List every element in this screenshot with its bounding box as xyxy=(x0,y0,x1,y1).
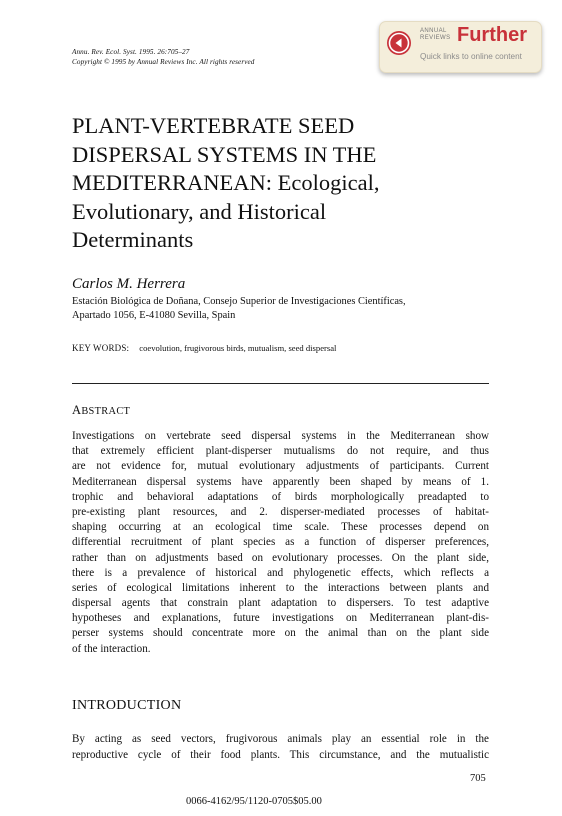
badge-brand-line2: REVIEWS xyxy=(420,34,451,41)
abstract-line: pre-existing plant resources, and 2. disperser-mediated processes of habitat- xyxy=(72,505,489,518)
abstract-line: Investigations on vertebrate seed dispersal systems in the Mediterranean show xyxy=(72,430,489,442)
title-line: Determinants xyxy=(72,227,194,252)
abstract-line: are not evidence for, mutual evolutionary adjustments of participants. Current xyxy=(72,460,489,473)
affiliation-line: Apartado 1056, E-41080 Sevilla, Spain xyxy=(72,310,236,321)
title-line: PLANT-VERTEBRATE SEED xyxy=(72,113,355,138)
author-affiliation xyxy=(72,295,406,323)
introduction-line: reproductive cycle of their food plants. This circumstance, and the mutualistic xyxy=(72,749,489,761)
introduction-heading: INTRODUCTION xyxy=(72,698,182,713)
keywords-label: KEY WORDS: xyxy=(72,343,130,353)
abstract-heading xyxy=(72,403,130,418)
copyright-line: Copyright © 1995 by Annual Reviews Inc. All rights reserved xyxy=(72,58,255,66)
journal-citation xyxy=(72,47,255,67)
affiliation-line: Estación Biológica de Doñana, Consejo Superior de Investigaciones Científicas, xyxy=(72,296,406,307)
keywords-values: coevolution, frugivorous birds, mutualism, seed dispersal xyxy=(139,343,337,353)
badge-brand-line1: ANNUAL xyxy=(420,28,447,34)
badge-subtitle: Quick links to online content xyxy=(420,52,522,61)
abstract-line: Mediterranean dispersal systems have apparently been shaped by means of 1. xyxy=(72,475,489,488)
title-line: DISPERSAL SYSTEMS IN THE xyxy=(72,141,377,167)
abstract-body xyxy=(72,429,489,657)
abstract-heading-rest: BSTRACT xyxy=(81,406,131,417)
abstract-line: differential recruitment of plant species as a function of disperser preferences, xyxy=(72,536,489,549)
abstract-line: of the interaction. xyxy=(72,642,151,655)
abstract-line: series of ecological limitations inherent to the interactions between plants and xyxy=(72,581,489,594)
title-line: Evolutionary, and Historical xyxy=(72,198,327,224)
abstract-line: that extremely efficient plant-disperser mutualisms do not require, and thus xyxy=(72,445,489,458)
abstract-line: hypotheses and explanations, future investigations on Mediterranean plant-dis- xyxy=(72,612,489,625)
introduction-body xyxy=(72,731,489,763)
keywords xyxy=(72,343,336,353)
badge-further-label: Further xyxy=(457,24,527,46)
page-number: 705 xyxy=(470,773,486,784)
article-code: 0066-4162/95/1120-0705$05.00 xyxy=(186,796,322,807)
play-arrow-circle-icon xyxy=(387,31,411,55)
abstract-line: rather than on adjustments based on evolutionary processes. On the plant side, xyxy=(72,551,489,564)
abstract-heading-cap: A xyxy=(72,403,82,417)
introduction-line: By acting as seed vectors, frugivorous animals play an essential role in the xyxy=(72,733,489,745)
section-divider xyxy=(72,383,489,384)
author-name: Carlos M. Herrera xyxy=(72,276,186,292)
annual-reviews-further-badge[interactable] xyxy=(379,21,542,73)
article-title xyxy=(72,112,492,255)
badge-brand xyxy=(420,28,450,41)
abstract-line: perser systems should concentrate more on the animal than on the plant side xyxy=(72,627,489,640)
journal-citation-line: Annu. Rev. Ecol. Syst. 1995. 26:705–27 xyxy=(72,48,190,56)
abstract-line: trophic and behavioral adaptations of birds morphologically preadapted to xyxy=(72,490,489,503)
abstract-line: shaping occurring at an ecological time scale. These processes depend on xyxy=(72,521,489,534)
abstract-line: dispersal agents that constrain plant adaptation to dispersers. To test adaptive xyxy=(72,597,489,610)
abstract-line: there is a prevalence of historical and phylogenetic effects, which reflects a xyxy=(72,566,489,579)
title-line: MEDITERRANEAN: Ecological, xyxy=(72,170,380,195)
